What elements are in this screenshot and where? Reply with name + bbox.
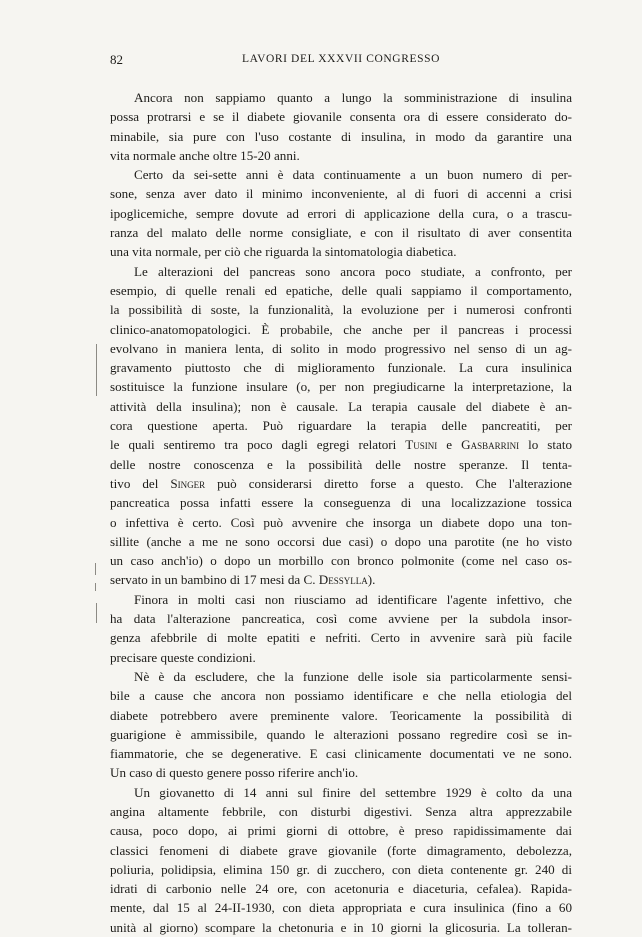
text-line: [110, 802, 572, 821]
text-run: clinico-anatomopatologici. È probabile, che anche per il pancreas i processi: [110, 321, 572, 337]
text-run: precisare queste condizioni.: [110, 649, 256, 665]
text-run: Le alterazioni del pancreas sono ancora poco studiate, a confronto, per: [134, 263, 572, 279]
author-name: Gasbarrini: [461, 437, 520, 453]
text-run: idrati di carbonio nelle 24 ore, con acetonuria e diaceturia, cefalea). Rapida-: [110, 881, 572, 897]
margin-mark: [95, 583, 96, 591]
text-run: evolvano in maniera lenta, di solito in modo progressivo nel senso di un ag-: [110, 340, 572, 356]
text-run: vita normale anche oltre 15-20 anni.: [110, 147, 300, 163]
text-line: [110, 435, 572, 454]
text-line: [110, 242, 572, 261]
text-line: [110, 783, 572, 802]
page-header: [110, 52, 572, 70]
text-run: sone, senza aver dato il minimo inconveniente, al di fuori di accenni a crisi: [110, 186, 572, 202]
text-run: tivo del: [110, 475, 171, 491]
text-run: attività della insulina); non è causale. La terapia causale del diabete è an-: [110, 398, 572, 414]
text-line: [110, 416, 572, 435]
text-line: [110, 320, 572, 339]
text-run: sostituisce la funzione insulare (o, per non pregiudicarne la interpretazione, la: [110, 379, 572, 395]
text-line: [110, 763, 572, 782]
text-run: una vita normale, per ciò che riguarda la sintomatologia diabetica.: [110, 244, 457, 260]
text-line: [110, 397, 572, 416]
text-run: ranza del malato delle norme consigliate, e con il risultato di aver consentita: [110, 225, 572, 241]
text-line: [110, 860, 572, 879]
text-run: Un giovanetto di 14 anni sul finire del settembre 1929 è colto da una: [134, 784, 572, 800]
text-run: fiammatorie, che se degenerative. E casi clinicamente documentati ve ne sono.: [110, 746, 572, 762]
text-line: [110, 127, 572, 146]
text-line: [110, 455, 572, 474]
text-line: [110, 532, 572, 551]
text-line: [110, 918, 572, 937]
text-line: [110, 88, 572, 107]
text-line: [110, 513, 572, 532]
text-line: [110, 725, 572, 744]
text-run: gravamento piuttosto che di miglioramento funzionale. La cura insulinica: [110, 360, 572, 376]
text-run: genza afebbrile di molte epatiti e nefriti. Certo in avvenire sarà più facile: [110, 630, 572, 646]
author-name: Singer: [170, 475, 206, 491]
margin-mark: [95, 563, 96, 575]
text-line: [110, 667, 572, 686]
text-run: la possibilità di soste, la funzionalità, la evoluzione per i numerosi confronti: [110, 302, 572, 318]
text-line: [110, 879, 572, 898]
text-run: ipoglicemiche, sempre dovute ad errori di applicazione della cura, o a trascu-: [110, 205, 572, 221]
text-line: [110, 377, 572, 396]
margin-mark: [96, 344, 97, 396]
text-run: un caso anch'io) o dopo un morbillo con bronco polmonite (come nel caso os-: [110, 553, 572, 569]
text-line: [110, 628, 572, 647]
text-line: [110, 551, 572, 570]
text-run: Ancora non sappiamo quanto a lungo la somministrazione di insulina: [134, 90, 572, 105]
text-line: [110, 570, 572, 589]
author-name: Tusini: [405, 437, 438, 453]
text-run: guarigione è ammissibile, quando le alterazioni possano regredire così se in-: [110, 726, 572, 742]
text-run: le quali sentiremo tra poco dagli egregi relatori: [110, 437, 406, 453]
text-line: [110, 281, 572, 300]
text-line: [110, 184, 572, 203]
text-line: [110, 706, 572, 725]
text-line: [110, 841, 572, 860]
text-run: ha data l'alterazione pancreatica, così come avviene per la subdola insor-: [110, 611, 572, 627]
text-run: Nè è da escludere, che la funzione delle isole sia particolarmente sensi-: [134, 668, 572, 684]
text-run: Finora in molti casi non riusciamo ad identificare l'agente infettivo, che: [134, 591, 572, 607]
text-line: [110, 609, 572, 628]
text-run: bile a cause che ancora non possiamo identificare e che nella etiologia del: [110, 688, 572, 704]
text-run: diabete potrebbero avere preminente valore. Teoricamente la possibilità di: [110, 707, 572, 723]
text-run: Certo da sei-sette anni è data continuamente a un buon numero di per-: [134, 167, 572, 183]
text-line: [110, 223, 572, 242]
text-run: Un caso di questo genere posso riferire anch'io.: [110, 765, 359, 781]
text-run: ).: [367, 572, 376, 588]
text-line: [110, 165, 572, 184]
text-line: [110, 146, 572, 165]
text-line: [110, 493, 572, 512]
text-run: classici fenomeni di diabete grave giovanile (forte dimagramento, debolezza,: [110, 842, 572, 858]
text-line: [110, 648, 572, 667]
text-run: poliuria, polidipsia, elimina 150 gr. di zucchero, con dieta contenente gr. 240 di: [110, 861, 572, 877]
text-line: [110, 358, 572, 377]
text-line: [110, 339, 572, 358]
text-run: e: [437, 437, 462, 453]
author-name: Dessylla: [318, 572, 368, 588]
text-line: [110, 262, 572, 281]
text-run: possa protrarsi e se il diabete giovanile consenta ora di essere considerato do-: [110, 109, 572, 125]
text-run: sillite (anche a me ne sono occorsi due casi) o dopo una parotite (ne ho visto: [110, 533, 572, 549]
text-run: o infettiva è certo. Così può avvenire che insorga un diabete dopo una ton-: [110, 514, 572, 530]
margin-mark: [96, 603, 97, 623]
text-run: causa, poco dopo, ai primi giorni di ottobre, è preso rapidissimamente dai: [110, 823, 572, 839]
text-line: [110, 686, 572, 705]
body-text: [110, 88, 572, 937]
text-run: può considerarsi diretto forse a questo. Che l'alterazione: [205, 475, 572, 491]
text-line: [110, 474, 572, 493]
text-line: [110, 204, 572, 223]
text-run: pancreatica possa infatti essere la conseguenza di una localizzazione tossica: [110, 495, 572, 511]
text-run: minabile, sia pure con l'uso costante di insulina, in modo da garantire una: [110, 128, 572, 144]
text-run: lo stato: [519, 437, 573, 453]
text-run: unità al giorno) scompare la chetonuria e in 10 giorni la glicosuria. La tolleran-: [110, 919, 572, 935]
text-run: cora questione aperta. Può riguardare la terapia delle pancreatiti, per: [110, 418, 572, 434]
text-run: servato in un bambino di 17 mesi da C.: [110, 572, 319, 588]
text-line: [110, 300, 572, 319]
text-line: [110, 821, 572, 840]
page-number: 82: [110, 52, 123, 67]
text-run: mente, dal 15 al 24-II-1930, con dieta appropriata e cura insulinica (fino a 60: [110, 900, 572, 916]
text-line: [110, 744, 572, 763]
text-line: [110, 107, 572, 126]
text-run: angina altamente febbrile, con disturbi digestivi. Senza altra apprezzabile: [110, 803, 572, 819]
running-title: LAVORI DEL XXXVII CONGRESSO: [242, 53, 440, 65]
text-run: delle nostre conoscenza e la possibilità delle nostre speranze. Il tenta-: [110, 456, 572, 472]
text-line: [110, 590, 572, 609]
text-run: esempio, di quelle renali ed epatiche, delle quali sappiamo il comportamento,: [110, 282, 572, 298]
text-line: [110, 898, 572, 917]
